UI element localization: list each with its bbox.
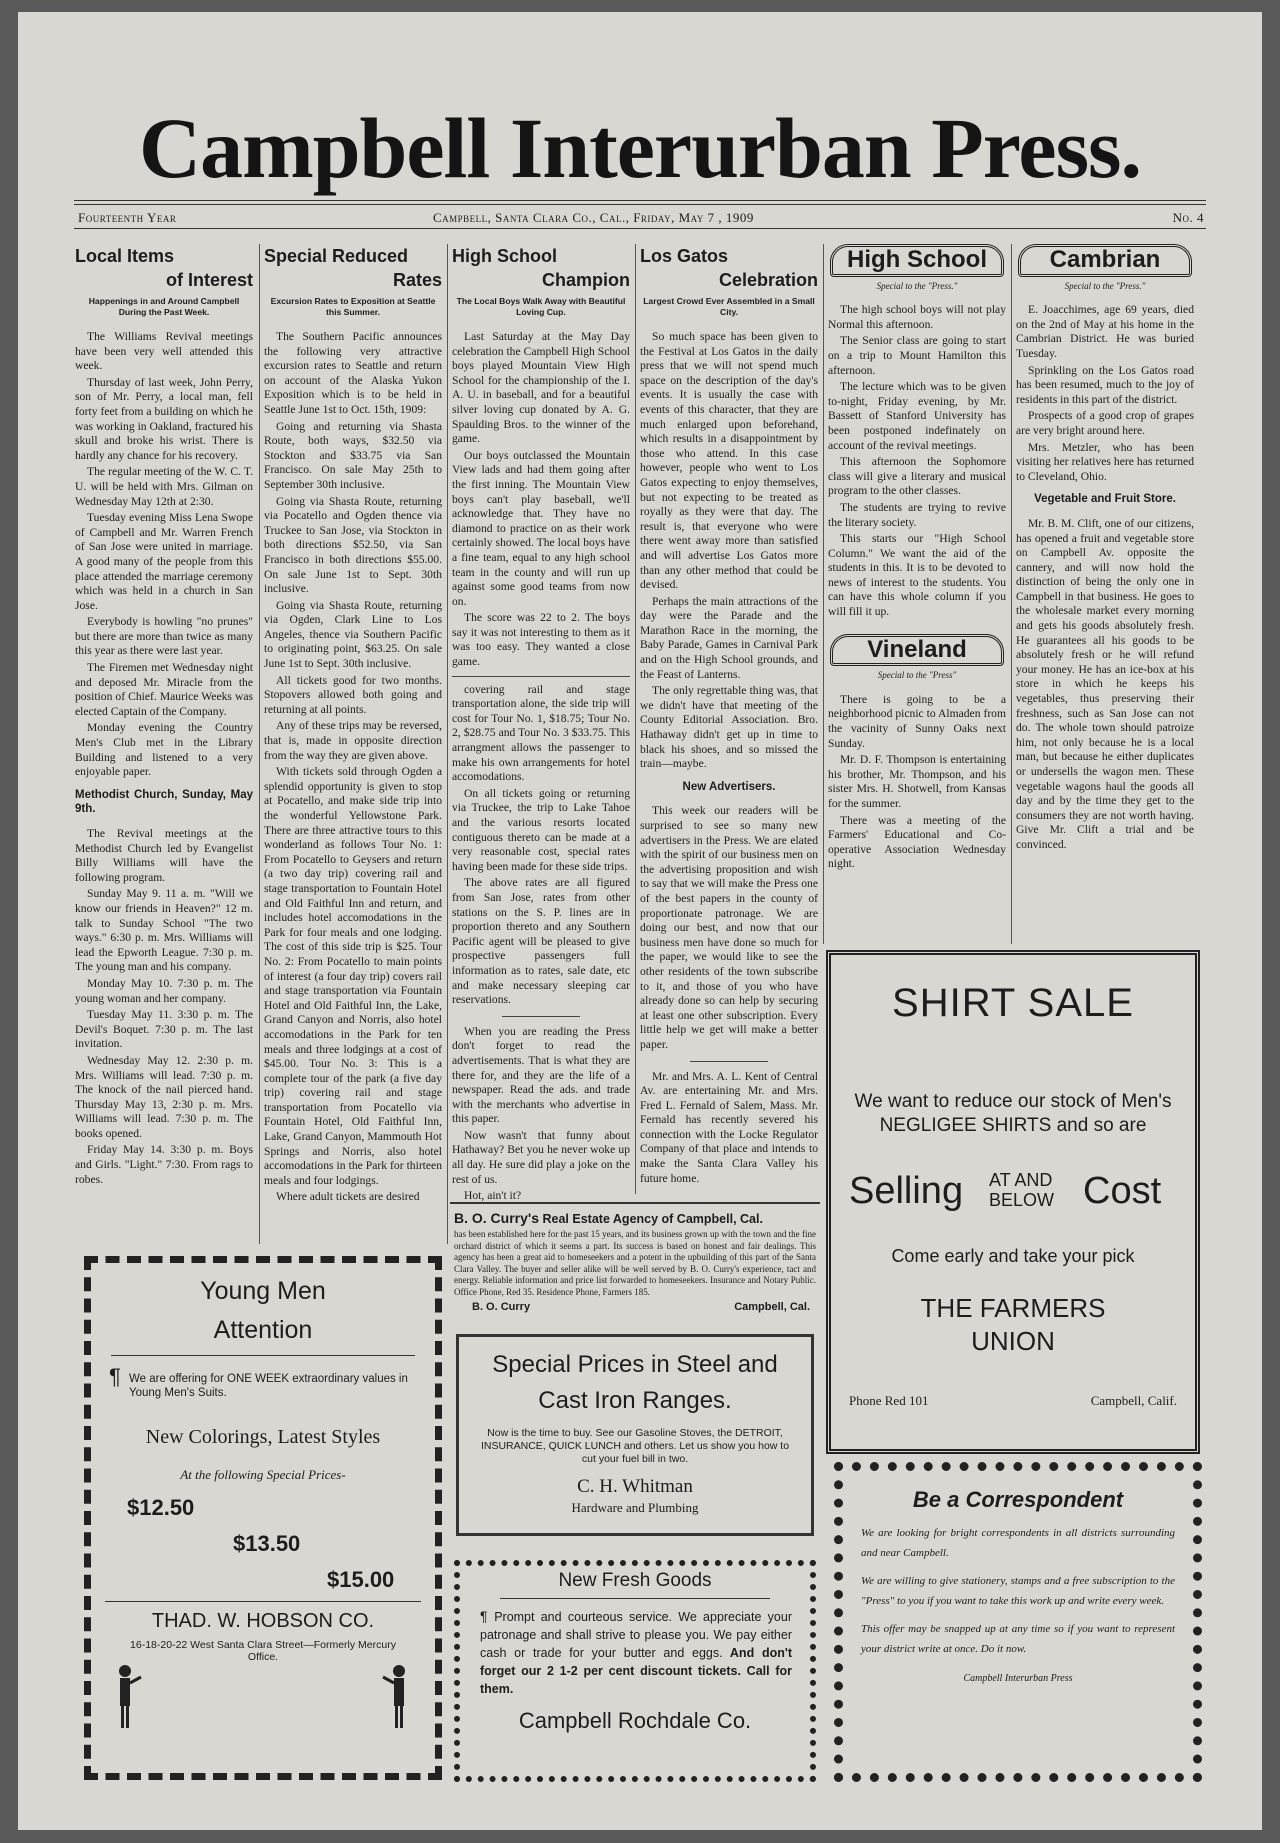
subheadline: Largest Crowd Ever Assembled in a Small City.	[643, 296, 815, 317]
divider	[74, 204, 1206, 205]
ad-title: Be a Correspondent	[912, 1487, 1124, 1512]
year-label: Fourteenth Year	[78, 210, 177, 225]
paragraph: All tickets good for two months. Stopovers allowed both going and returning at all points.	[264, 673, 442, 716]
price: $15.00	[327, 1567, 395, 1592]
paragraph: Prospects of a good crop of grapes are very bright around here.	[1016, 409, 1194, 437]
headline: Los Gatos	[640, 246, 729, 266]
section-heading: Methodist Church, Sunday, May 9th.	[75, 788, 253, 816]
byline: Special to the "Press."	[876, 280, 958, 291]
ad-address: 16-18-20-22 West Santa Clara Street—Formerly Mercury Office.	[130, 1639, 396, 1663]
paragraph: The score was 22 to 2. The boys say it was not interesting to them as it was too easy. They wanted a close game.	[452, 611, 630, 669]
selling-word: Selling	[849, 1170, 964, 1212]
paragraph: Monday May 10. 7:30 p. m. The young woman and her company.	[75, 976, 253, 1005]
paragraph: There is going to be a neighborhood picnic to Almaden from the vacinity of Sunny Oaks next Sunday.	[828, 692, 1006, 750]
section-banner: Cambrian	[1018, 244, 1192, 277]
ad-shirt-sale	[826, 950, 1200, 1454]
ad-text: We are willing to give stationery, stamps and a free subscription to the "Press" to you if you want to take this work up and write every week.	[861, 1575, 1175, 1607]
column-cambrian	[1016, 244, 1194, 944]
paragraph: This starts our "High School Column." We want the aid of the students in this. It is to be devoted to news of interest to the students. You can have this whole column if you will fill it up.	[828, 532, 1006, 619]
date-label: Campbell, Santa Clara Co., Cal., Friday, May 7 , 1909	[433, 210, 754, 225]
paragraph: Mr. B. M. Clift, one of our citizens, has opened a fruit and vegetable store on Campbell Av. opposite the cannery, and will now hold the distinction of being the only one in Campbell in that business. He goes to the wholesale market every morning and gets his goods absolutely fresh. He guarantees all his goods to be absolutely fresh or he will refund your money. He has an ice-box at his store in which he keeps his vegetables, thus preserving their freshness, such as San Jose can not do. The whole town should patroize him, not only because he is a local man, but because he either duplicates or undersells the wagon men. These vegetable wagons haul the goods all day and by the time they get to the consumers they are not worth having. Give Mr. Clift a trial and be convinced.	[1016, 516, 1194, 851]
paragraph: Our boys outclassed the Mountain View lads and had them going after the first inning. The Mountain View boys can't play baseball, we'll acknowledge that. They have no diamond to practice on as their work certainly showed. The local boys have a fine team, equal to any high school team in the county and will run up against some good teams from now on.	[452, 448, 630, 608]
paragraph: Sunday May 9. 11 a. m. "Will we know our friends in Heaven?" 12 m. talk to Sunday School "The two ways." 6:30 p. m. Mrs. Williams will lead the Epworth League. 7:30 p. m. The young man and his company.	[75, 887, 253, 974]
ad-title: New Fresh Goods	[558, 1570, 712, 1591]
cost-word: Cost	[1083, 1170, 1162, 1212]
article-local-items	[75, 244, 253, 1264]
below-word: BELOW	[989, 1190, 1055, 1210]
paragraph: This week our readers will be surprised to see so many new advertisers in the Press. We are elated with the spirit of our business men on the advertising proposition and wish to say that we will make the Press one of the best papers in the county of proportionate patronage. We are doing our best, and now that our business men have done so much for the paper, we would like to see the other residents of the town subscribe to it, and those of you who have already done so can help by securing at least one other subscription. Every little help we get will make a better paper.	[640, 804, 818, 1051]
masthead-title: Campbell Interurban Press.	[138, 100, 1142, 196]
ad-title-part: Real Estate Agency of Campbell, Cal.	[539, 1212, 763, 1226]
ad-signature: Campbell Interurban Press	[963, 1673, 1073, 1684]
dateline	[78, 208, 1204, 228]
ad-city: Campbell, Calif.	[1090, 1393, 1177, 1408]
ad-phone: Phone Red 101	[849, 1393, 929, 1408]
ad-text: We want to reduce our stock of Men's NEGLIGEE SHIRTS and so are	[854, 1091, 1172, 1136]
paragraph: The Southern Pacific announces the following very attractive excursion rates to Seattle and return on account of the Alaska Yukon Exposition which is to be held in Seattle June 1st to Oct. 15th, 1909:	[264, 330, 442, 416]
paragraph: Going via Shasta Route, returning via Pocatello and Ogden thence via Truckee to San Jose, via Stockton in both directions $52.50, via San Francisco in both directions $55.00. On sale June 1st to Sept. 30th inclusive.	[264, 494, 442, 596]
ad-title-part: B. O. Curry's	[454, 1210, 540, 1226]
column-rule	[447, 244, 448, 1244]
column-rule	[823, 244, 824, 944]
ad-body: Prompt and courteous service. We appreciate your patronage and shall strive to please you. We pay either cash or trade for your butter and eggs.	[480, 1610, 792, 1660]
paragraph: The high school boys will not play Normal this afternoon.	[828, 303, 1006, 331]
ad-curry	[450, 1202, 820, 1330]
paragraph: With tickets sold through Ogden a splendid opportunity is given to stop at Pocatello, and make side trip into the wonderful Yellowstone Park. There are three attractive tours to this wonderland as follows Tour No. 1: From Pocatello to Geysers and return (a two day trip) covering rail and stage transportation to Fountain Hotel and Old Faithful Inn and return, and includes hotel accomodations in the Park for four meals and one lodging. The cost of this side trip is $25. Tour No. 2: From Pocatello to main points of interest (a four day trip) covers rail and stage transportation via Fountain Hotel and Old Faithful Inn, the Lake, Grand Canyon and Norris, also hotel accomodations in the Park for ten meals and three lodgings at a cost of $45.00. Tour No. 3: This is a complete tour of the park (a five day trip) covering rail and stage transportation from Pocatello via Fountain Hotel, Old Faithful Inn, Lake, Grand Canyon, Mammouth Hot Springs and Norris, also hotel accomodations in the Park for thirteen meals and four lodgings.	[264, 765, 442, 1187]
paragraph: On all tickets going or returning via Truckee, the trip to Lake Tahoe and the various resorts located contiguous thereto can be made at a very reasonable cost, special rates having been made for these side trips.	[452, 786, 630, 873]
byline: Special to the "Press."	[1064, 280, 1146, 291]
paragraph: The Firemen met Wednesday night and deposed Mr. Miracle from the position of Chief. Maurice Weeks was elected Captain of the Company.	[75, 661, 253, 718]
column-rule	[259, 244, 260, 1244]
selling-line	[831, 1166, 1195, 1226]
ad-sign-left: B. O. Curry	[472, 1300, 531, 1313]
ad-title: Special Prices in Steel and	[492, 1351, 778, 1378]
paragraph: The regular meeting of the W. C. T. U. will be held with Mrs. Gilman on Wednesday May 12th at 2:30.	[75, 465, 253, 508]
ad-footer	[831, 1393, 1195, 1413]
paragraph: Mrs. Metzler, who has been visiting her relatives here has returned to Cleveland, Ohio.	[1016, 440, 1194, 483]
ad-company: C. H. Whitman	[577, 1476, 693, 1497]
ad-signature	[454, 1301, 816, 1315]
paragraph: So much space has been given to the Festival at Los Gatos in the daily press that we will not spend much space on the description of the day's events. It is usually the case with events of this character, that they are much enlarged upon beforehand, which results in a disappointment by those who attend. In this case however, people who went to Los Gatos expecting to enjoy themselves, but not expecting to be treated as royally as they were that day. The result is, that everyone who were there went away more than satisfied and will advertise Los Gatos more than any other method that could be devised.	[640, 330, 818, 592]
farmers-union-name: THE FARMERS	[920, 1293, 1106, 1323]
paragraph: Hot, ain't it?	[464, 1189, 522, 1203]
headline: Champion	[542, 270, 630, 290]
paragraph: Any of these trips may be reversed, that is, made in opposite direction from the way they are given above.	[264, 719, 442, 762]
issue-number: No. 4	[1172, 210, 1204, 225]
ad-company: Campbell Rochdale Co.	[518, 1708, 752, 1733]
paragraph: Mr. and Mrs. A. L. Kent of Central Av. are entertaining Mr. and Mrs. Fred L. Fernald of Salem, Mass. Mr. Fernald has recently severed his connection with the Locke Regulator Company of that place and intends to make the Santa Clara Valley his future home.	[640, 1069, 818, 1185]
paragraph: Friday May 14. 3:30 p. m. Boys and Girls. "Light." 7:30. From rags to robes.	[75, 1143, 253, 1186]
ad-text: Now is the time to buy. See our Gasoline Stoves, the DETROIT, INSURANCE, QUICK LUNCH and others. Let us show you how to cut your fuel bill in two.	[480, 1427, 790, 1465]
paragraph: The lecture which was to be given to-night, Friday evening, by Mr. Bassett of Stanford University has been postponed indefinately on account of the revival meetings.	[828, 380, 1006, 452]
headline: Rates	[392, 270, 442, 290]
byline: Special to the "Press"	[877, 670, 957, 681]
ad-body-bold: And don't forget our 2 1-2 per cent discount tickets. Call for them.	[480, 1646, 792, 1696]
headline: Special Reduced	[264, 246, 409, 266]
paragraph: Mr. D. F. Thompson is entertaining his brother, Mr. Thompson, and his sister Mrs. H. Shotwell, from Kansas for the summer.	[828, 753, 1006, 810]
paragraph: Going and returning via Shasta Route, both ways, $32.50 via Stockton and $33.75 via San Francisco. On sale May 25th to September 30th inclusive.	[264, 419, 442, 491]
section-heading: New Advertisers.	[682, 780, 776, 793]
paragraph: The Williams Revival meetings have been very well attended this week.	[75, 330, 253, 373]
price: $12.50	[127, 1495, 195, 1520]
price: $13.50	[233, 1531, 301, 1556]
paragraph: When you are reading the Press don't forget to read the advertisements. That is what they are there for, and they are the life of a newspaper. Read the ads. and trade with the merchants who advertise in this paper.	[452, 1024, 630, 1126]
paragraph: Where adult tickets are desired	[276, 1190, 420, 1204]
ad-company: THAD. W. HOBSON CO.	[151, 1610, 375, 1632]
ad-correspondent	[834, 1462, 1202, 1782]
ad-text: This offer may be snapped up at any time so if you want to represent your district write at once. Do it now.	[861, 1623, 1175, 1655]
headline: High School	[452, 246, 557, 266]
ad-sign-right: Campbell, Cal.	[734, 1300, 810, 1313]
ad-fresh-goods	[454, 1560, 816, 1782]
ad-offer: We are offering for ONE WEEK extraordinary values in Young Men's Suits.	[129, 1373, 408, 1399]
at-and-word: AT AND	[989, 1170, 1053, 1190]
divider	[74, 200, 1206, 201]
pilcrow-icon: ¶	[480, 1608, 495, 1624]
section-banner: High School	[830, 244, 1004, 277]
column-rule	[1011, 244, 1012, 944]
ad-text: New Colorings, Latest Styles	[145, 1426, 381, 1448]
paragraph: There was a meeting of the Farmers' Educational and Co-operative Association Wednesday night.	[828, 813, 1006, 871]
headline: of Interest	[165, 270, 253, 290]
paragraph: The Senior class are going to start on a trip to Mount Hamilton this afternoon.	[828, 334, 1006, 377]
paragraph: Tuesday evening Miss Lena Swope of Campbell and Mr. Warren French of San Jose were united in marriage. A good many of the people from this place attended the marriage ceremony which was held in a church in San Jose.	[75, 511, 253, 612]
ad-text	[480, 1607, 792, 1698]
article-high-school-champion	[452, 244, 630, 1244]
ad-text: has been established here for the past 15 years, and its business grown up with the town and the fine orchard district of which it seems a part. Its success is based on honest and fair dealings. This agency has been a great aid to homeseekers and a potent in the upbuilding of this part of the Santa Clara Valley. The buyer and seller alike will be well served by B. O. Curry's experience, tact and energy. Reliable information and price list forwarded to homeseekers. Insurance and Notary Public. Office Phone, Red 35. Residence Phone, Farmers 185.	[454, 1229, 816, 1297]
ad-title: Cast Iron Ranges.	[538, 1387, 732, 1414]
man-figure-icon	[113, 1663, 143, 1733]
section-heading: Vegetable and Fruit Store.	[1034, 493, 1176, 506]
paragraph: Going via Shasta Route, returning via Ogden, Clark Line to Los Angeles, thence via Southern Pacific to originating point, $63.25. On sale June 1st to Sept. 30th inclusive.	[264, 598, 442, 671]
subheadline: Excursion Rates to Exposition at Seattle this Summer.	[270, 296, 436, 317]
divider	[74, 228, 1206, 229]
paragraph: Perhaps the main attractions of the day were the Parade and the Marathon Race in the morning, the Baby Parade, Games in Carnival Park and on the High School grounds, and the Feast of Lanterns.	[640, 594, 818, 681]
newspaper-page	[18, 12, 1262, 1830]
farmers-union-name: UNION	[971, 1326, 1055, 1356]
paragraph: Now wasn't that funny about Hathaway? Bet you he never woke up all day. He sure did play a joke on the rest of us.	[452, 1128, 630, 1186]
ad-trade: Hardware and Plumbing	[571, 1500, 699, 1515]
paragraph: The Revival meetings at the Methodist Church led by Evangelist Billy Williams will have the following program.	[75, 827, 253, 884]
paragraph: Wednesday May 12. 2:30 p. m. Mrs. Williams will lead. 7:30 p. m. The knock of the nail pierced hand. Thursday May 13, 2:30 p. m. Mrs. Williams will lead. 7:30 p. m. The books opened.	[75, 1053, 253, 1140]
paragraph: Monday evening the Country Men's Club met in the Library Building and listened to a very enjoyable paper.	[75, 721, 253, 779]
ad-title: SHIRT SALE	[892, 981, 1134, 1025]
ad-text: We are looking for bright correspondents in all districts surrounding and near Campbell.	[861, 1527, 1175, 1559]
ad-steel-ranges	[456, 1334, 814, 1536]
column-rule	[635, 244, 636, 1194]
paragraph: covering rail and stage transportation alone, the side trip will cost for Tour No. 1, $18.75; Tour No. 2, $28.75 and Tour No. 3 $33.75. This arrangment allows the passenger to make his own arrangements for hotel accomodations.	[452, 682, 630, 784]
paragraph: Everybody is howling "no prunes" but there are more than twice as many this year as there were last year.	[75, 615, 253, 658]
man-figure-icon	[381, 1663, 411, 1733]
paragraph: Last Saturday at the May Day celebration the Campbell High School boys played Mountain View High School for the championship of the I. A. U. in baseball, and for a beautiful silver loving cup donated by A. G. Spaulding Bros. to the winner of the game.	[452, 330, 630, 446]
paragraph: Tuesday May 11. 3:30 p. m. The Devil's Boquet. 7:30 p. m. The last invitation.	[75, 1008, 253, 1051]
paragraph: Sprinkling on the Los Gatos road has been resumed, much to the joy of residents in this part of the district.	[1016, 363, 1194, 406]
headline: Celebration	[718, 270, 818, 290]
pilcrow-icon: ¶	[109, 1364, 121, 1389]
paragraph: E. Joacchimes, age 69 years, died on the 2nd of May at his home in the Cambrian District. He was buried Tuesday.	[1016, 303, 1194, 360]
ad-text: At the following Special Prices-	[180, 1467, 346, 1482]
paragraph: Thursday of last week, John Perry, son of Mr. Perry, a local man, fell forty feet from a building on which he was working in Oakland, fractured his skull and broke his wrist. There is hardly any chance for his recovery.	[75, 375, 253, 462]
ad-title: Young Men	[200, 1277, 326, 1305]
headline: Local Items	[75, 246, 175, 266]
ad-title: Attention	[213, 1316, 313, 1344]
subheadline: Happenings in and Around Campbell During the Past Week.	[88, 296, 240, 317]
ad-young-men	[84, 1256, 442, 1780]
paragraph: The students are trying to revive the literary society.	[828, 500, 1006, 529]
ad-title	[454, 1210, 816, 1226]
article-los-gatos	[640, 244, 818, 1194]
paragraph: The above rates are all figured from San Jose, rates from other stations on the S. P. lines are in proportion thereto and any Southern Pacific agent will be pleased to give prospective passengers full information as to rates, sale date, etc and make necessary sleeping car reservations.	[452, 876, 630, 1007]
section-banner: Vineland	[830, 634, 1004, 667]
paragraph: This afternoon the Sophomore class will give a literary and musical program to the other classes.	[828, 455, 1006, 498]
ad-text: Come early and take your pick	[891, 1246, 1135, 1266]
paragraph: The only regrettable thing was, that we didn't have that meeting of the County Editorial Association. Bro. Hathaway didn't get up in time to black his shoes, and so missed the train—maybe.	[640, 684, 818, 771]
ad-text	[109, 1364, 415, 1400]
column-high-school-vineland	[828, 244, 1006, 944]
subheadline: The Local Boys Walk Away with Beautiful Loving Cup.	[456, 296, 626, 317]
article-special-rates	[264, 244, 442, 1244]
